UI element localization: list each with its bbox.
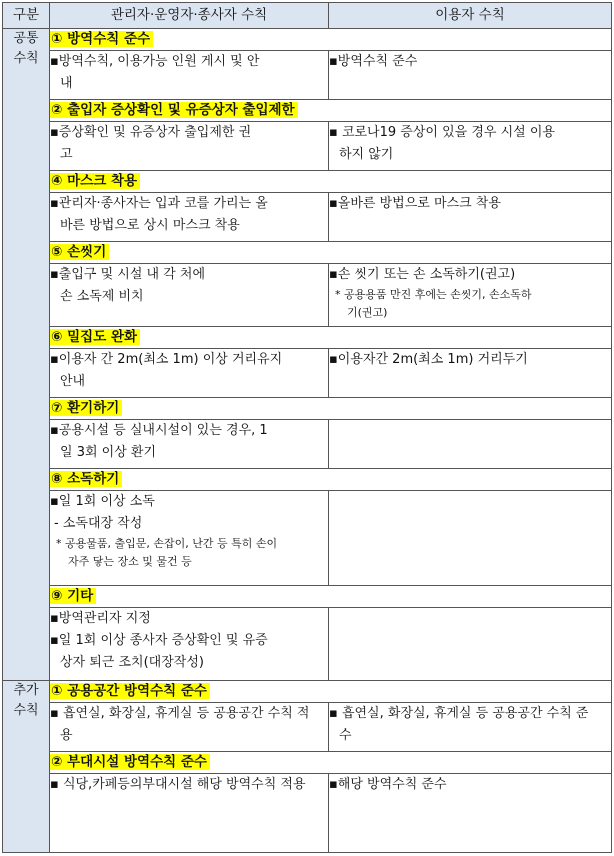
manager-rule-line: 안내 [60,374,86,389]
common-section-1-title-row [3,29,612,51]
section-badge [50,588,96,604]
section-title-text: 소독하기 [67,471,120,487]
manager-rule-cell [50,51,329,100]
user-rule-cell [329,122,612,171]
common-section-7-body-row [3,420,612,469]
manager-rule-line: ▪출입구 및 시설 내 각 처에 [50,267,206,282]
manager-rule-cell [50,420,329,469]
section-title-text: 방역수칙 준수 [67,31,151,47]
category-common-line1: 공통 [13,31,39,46]
manager-rule-line: ▪ 흡연실, 화장실, 휴게실 등 공용공간 수칙 적 [50,706,310,721]
common-section-4-title-row [3,171,612,193]
user-rule-note: * 공용용품 만진 후에는 손씻기, 손소독하 [335,288,532,301]
category-common-line2: 수칙 [13,51,39,66]
manager-rule-line: 용 [60,728,73,743]
section-title-text: 밀집도 완화 [67,329,138,345]
manager-rule-line: 손 소독제 비치 [60,289,144,304]
rules-table [2,2,612,853]
user-rule-line: ▪ 흡연실, 화장실, 휴게실 등 공용공간 수칙 준 [329,706,589,721]
user-rule-cell [329,349,612,398]
user-rule-line: 수 [339,728,352,743]
manager-rule-cell [50,491,329,586]
section-title-text: 마스크 착용 [67,173,138,189]
manager-rule-note: * 공용물품, 출입문, 손잡이, 난간 등 특히 손이 [56,537,278,550]
user-rule-cell [329,608,612,681]
user-rule-line: ▪해당 방역수칙 준수 [329,777,447,792]
manager-rule-line: - 소독대장 작성 [54,516,143,531]
table-header-row [3,3,612,29]
common-section-4-body-row [3,193,612,242]
section-number: ① [51,31,63,47]
section-title-text: 공용공간 방역수칙 준수 [67,683,207,699]
manager-rule-note: 자주 닿는 장소 및 물건 등 [68,555,192,568]
user-rule-cell [329,193,612,242]
manager-rule-line: ▪이용자 간 2m(최소 1m) 이상 거리유지 [50,352,283,367]
additional-section-2-body-row [3,774,612,853]
section-badge [50,754,210,770]
manager-rule-line: 고 [60,147,73,162]
section-title [50,469,612,491]
manager-rule-cell [50,774,329,853]
additional-section-1-title-row [3,681,612,703]
manager-rule-cell [50,264,329,327]
section-number: ② [51,754,63,770]
section-number: ④ [51,173,63,189]
section-badge [50,173,140,189]
manager-rule-line: ▪증상확인 및 유증상자 출입제한 권 [50,125,252,140]
section-title [50,29,612,51]
section-title-text: 기타 [67,588,94,604]
section-badge [50,400,122,416]
user-rule-line: 하지 않기 [339,147,394,162]
common-section-2-title-row [3,100,612,122]
user-rule-cell [329,264,612,327]
section-number: ⑦ [51,400,63,416]
section-number: ① [51,683,63,699]
header-user-rules: 이용자 수칙 [329,3,612,29]
common-section-7-title-row [3,398,612,420]
common-section-2-body-row [3,122,612,171]
manager-rule-line: ▪일 1회 이상 소독 [50,494,155,509]
user-rule-cell [329,774,612,853]
section-title-text: 손씻기 [67,244,107,260]
section-title [50,327,612,349]
header-manager-rules: 관리자·운영자·종사자 수칙 [50,3,329,29]
section-badge [50,244,109,260]
manager-rule-cell [50,349,329,398]
additional-section-2-title-row [3,752,612,774]
user-rule-line: ▪ 코로나19 증상이 있을 경우 시설 이용 [329,125,555,140]
manager-rule-line: 상자 퇴근 조치(대장작성) [60,655,204,670]
section-title [50,752,612,774]
manager-rule-line: 바른 방법으로 상시 마스크 착용 [60,218,240,233]
section-title-text: 환기하기 [67,400,120,416]
common-section-9-title-row [3,586,612,608]
section-badge [50,329,140,345]
user-rule-cell [329,420,612,469]
user-rule-line: ▪올바른 방법으로 마스크 착용 [329,196,501,211]
user-rule-line: ▪손 씻기 또는 손 소독하기(권고) [329,267,516,282]
common-section-5-title-row [3,242,612,264]
common-section-8-body-row [3,491,612,586]
section-title [50,100,612,122]
header-category: 구분 [3,3,50,29]
category-common [3,29,50,681]
additional-section-1-body-row [3,703,612,752]
manager-rule-cell [50,608,329,681]
common-section-6-title-row [3,327,612,349]
common-section-5-body-row [3,264,612,327]
section-badge [50,683,210,699]
section-number: ⑥ [51,329,63,345]
common-section-1-body-row [3,51,612,100]
section-number: ⑨ [51,588,63,604]
manager-rule-cell [50,122,329,171]
section-number: ⑤ [51,244,63,260]
manager-rule-cell [50,193,329,242]
manager-rule-line: ▪일 1회 이상 종사자 증상확인 및 유증 [50,633,268,648]
manager-rule-line: ▪관리자·종사자는 입과 코를 가리는 올 [50,196,268,211]
manager-rule-cell [50,703,329,752]
section-number: ⑧ [51,471,63,487]
category-additional-line2: 수칙 [13,703,39,718]
manager-rule-line: 내 [60,76,73,91]
section-title [50,242,612,264]
section-title-text: 출입자 증상확인 및 유증상자 출입제한 [67,102,295,118]
section-title [50,681,612,703]
common-section-6-body-row [3,349,612,398]
category-additional-line1: 추가 [13,683,39,698]
section-badge [50,471,122,487]
user-rule-cell [329,703,612,752]
user-rule-cell [329,51,612,100]
manager-rule-line: ▪공용시설 등 실내시설이 있는 경우, 1 [50,423,268,438]
user-rule-line: ▪이용자간 2m(최소 1m) 거리두기 [329,352,528,367]
user-rule-note: 기(권고) [347,306,388,319]
common-section-9-body-row [3,608,612,681]
section-badge [50,31,153,47]
manager-rule-line: ▪방역관리자 지정 [50,611,151,626]
manager-rule-line: ▪ 식당,카페등의부대시설 해당 방역수칙 적용 [50,777,306,792]
category-additional [3,681,50,853]
manager-rule-line: ▪방역수칙, 이용가능 인원 게시 및 안 [50,54,260,69]
section-title [50,398,612,420]
section-number: ② [51,102,63,118]
section-title [50,586,612,608]
common-section-8-title-row [3,469,612,491]
user-rule-cell [329,491,612,586]
section-title [50,171,612,193]
user-rule-line: ▪방역수칙 준수 [329,54,418,69]
section-badge [50,102,298,118]
section-title-text: 부대시설 방역수칙 준수 [67,754,207,770]
manager-rule-line: 일 3회 이상 환기 [60,445,157,460]
